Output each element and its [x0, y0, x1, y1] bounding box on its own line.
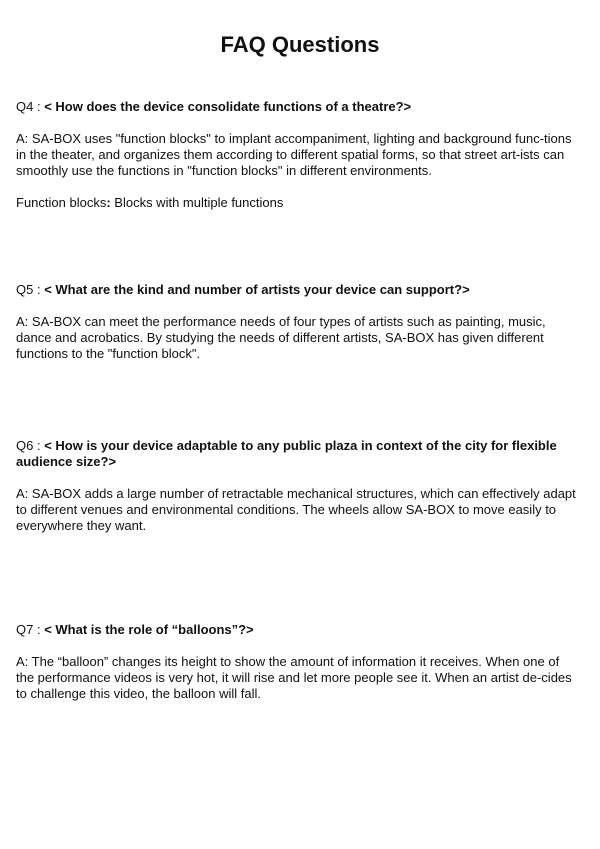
- faq-question: [16, 438, 576, 470]
- question-number: Q7 :: [16, 622, 45, 637]
- faq-question: [16, 99, 576, 115]
- faq-item-q6: [16, 438, 576, 534]
- note-text: Blocks with multiple functions: [110, 195, 284, 210]
- note-separator: :: [106, 195, 111, 210]
- question-number: Q5 :: [16, 282, 45, 297]
- faq-question: [16, 622, 576, 638]
- page-title: FAQ Questions: [220, 32, 380, 57]
- question-number: Q6 :: [16, 438, 45, 453]
- faq-answer: A: SA-BOX adds a large number of retractable mechanical structures, which can effectively adapt to different venues and environmental conditions. The wheels allow SA-BOX to move easily to everywhere they want.: [16, 486, 576, 533]
- question-number: Q4 :: [16, 99, 45, 114]
- faq-answer: A: The “balloon” changes its height to show the amount of information it receives. When one of the performance videos is very hot, it will rise and let more people see it. When an artist de-cides to challenge this video, the balloon will fall.: [16, 654, 572, 701]
- question-text: < What is the role of “balloons”?>: [44, 622, 254, 637]
- faq-note: [16, 195, 576, 211]
- note-term: Function blocks: [16, 195, 107, 210]
- faq-item-q7: [16, 622, 576, 702]
- question-text: < How is your device adaptable to any public plaza in context of the city for flexible audience size?>: [16, 438, 557, 469]
- faq-question: [16, 282, 576, 298]
- faq-answer: A: SA-BOX uses "function blocks" to implant accompaniment, lighting and background func-tions in the theater, and organizes them according to different spatial forms, so that street art-ists can smoothly use the functions in "function blocks" in different environments.: [16, 131, 572, 178]
- faq-item-q4: [16, 99, 576, 211]
- faq-answer: A: SA-BOX can meet the performance needs of four types of artists such as painting, music, dance and acrobatics. By studying the needs of different artists, SA-BOX has given different functions to the "function block".: [16, 314, 546, 361]
- question-text: < How does the device consolidate functions of a theatre?>: [44, 99, 412, 114]
- faq-item-q5: [16, 282, 576, 362]
- question-text: < What are the kind and number of artists your device can support?>: [44, 282, 470, 297]
